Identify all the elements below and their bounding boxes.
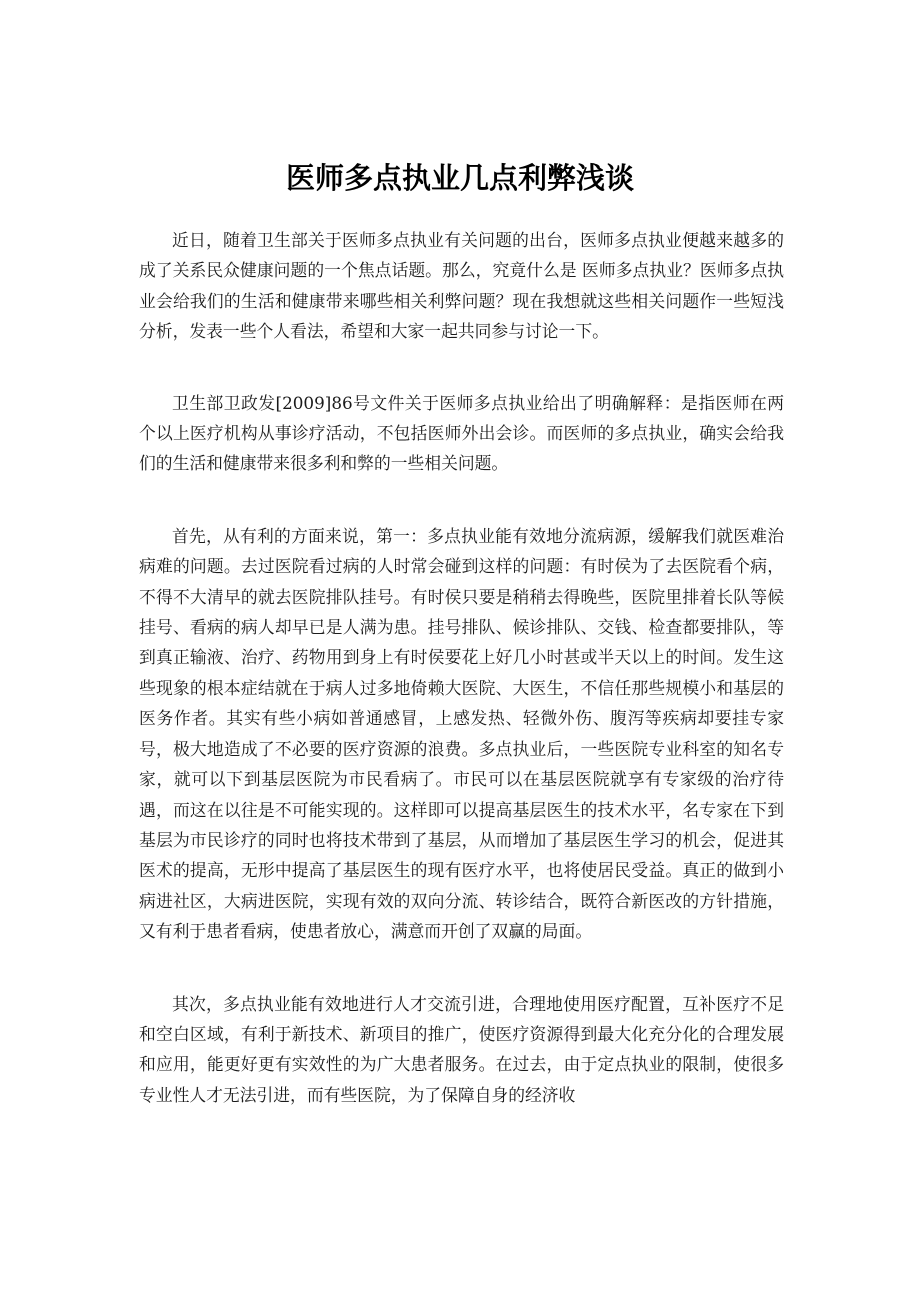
paragraph-1: 近日，随着卫生部关于医师多点执业有关问题的出台，医师多点执业便越来越多的成了关系民众健康问题的一个焦点话题。那么，究竟什么是 医师多点执业？医师多点执业会给我们的生活和健康带来哪些相关利弊问题？现在我想就这些相关问题作一些短浅分析，发表一些个人看法，希望和大家一起共同参与讨论一下。 [139, 230, 784, 342]
document-body [139, 225, 784, 1152]
paragraph-3: 首先，从有利的方面来说，第一：多点执业能有效地分流病源，缓解我们就医难治病难的问题。去过医院看过病的人时常会碰到这样的问题：有时侯为了去医院看个病，不得不大清早的就去医院排队挂号。有时侯只要是稍稍去得晚些，医院里排着长队等候挂号、看病的病人却早已是人满为患。挂号排队、候诊排队、交钱、检查都要排队，等到真正输液、治疗、药物用到身上有时侯要花上好几小时甚或半天以上的时间。发生这些现象的根本症结就在于病人过多地倚赖大医院、大医生，不信任那些规模小和基层的医务作者。其实有些小病如普通感冒，上感发热、轻微外伤、腹泻等疾病却要挂专家号，极大地造成了不必要的医疗资源的浪费。多点执业后，一些医院专业科室的知名专家，就可以下到基层医院为市民看病了。市民可以在基层医院就享有专家级的治疗待遇，而这在以往是不可能实现的。这样即可以提高基层医生的技术水平，名专家在下到基层为市民诊疗的同时也将技术带到了基层，从而增加了基层医生学习的机会，促进其医术的提高，无形中提高了基层医生的现有医疗水平，也将使居民受益。真正的做到小病进社区，大病进医院，实现有效的双向分流、转诊结合，既符合新医改的方针措施，又有利于患者看病，使患者放心，满意而开创了双赢的局面。 [139, 525, 784, 942]
document-title: 医师多点执业几点利弊浅谈 [285, 161, 634, 195]
paragraph-2: 卫生部卫政发[2009]86号文件关于医师多点执业给出了明确解释：是指医师在两个以上医疗机构从事诊疗活动，不包括医师外出会诊。而医师的多点执业，确实会给我们的生活和健康带来很多利和弊的一些相关问题。 [139, 392, 784, 474]
paragraph-4: 其次，多点执业能有效地进行人才交流引进，合理地使用医疗配置，互补医疗不足和空白区域，有利于新技术、新项目的推广，使医疗资源得到最大化充分化的合理发展和应用，能更好更有实效性的为广大患者服务。在过去，由于定点执业的限制，使很多专业性人才无法引进，而有些医院，为了保障自身的经济收 [139, 993, 784, 1105]
